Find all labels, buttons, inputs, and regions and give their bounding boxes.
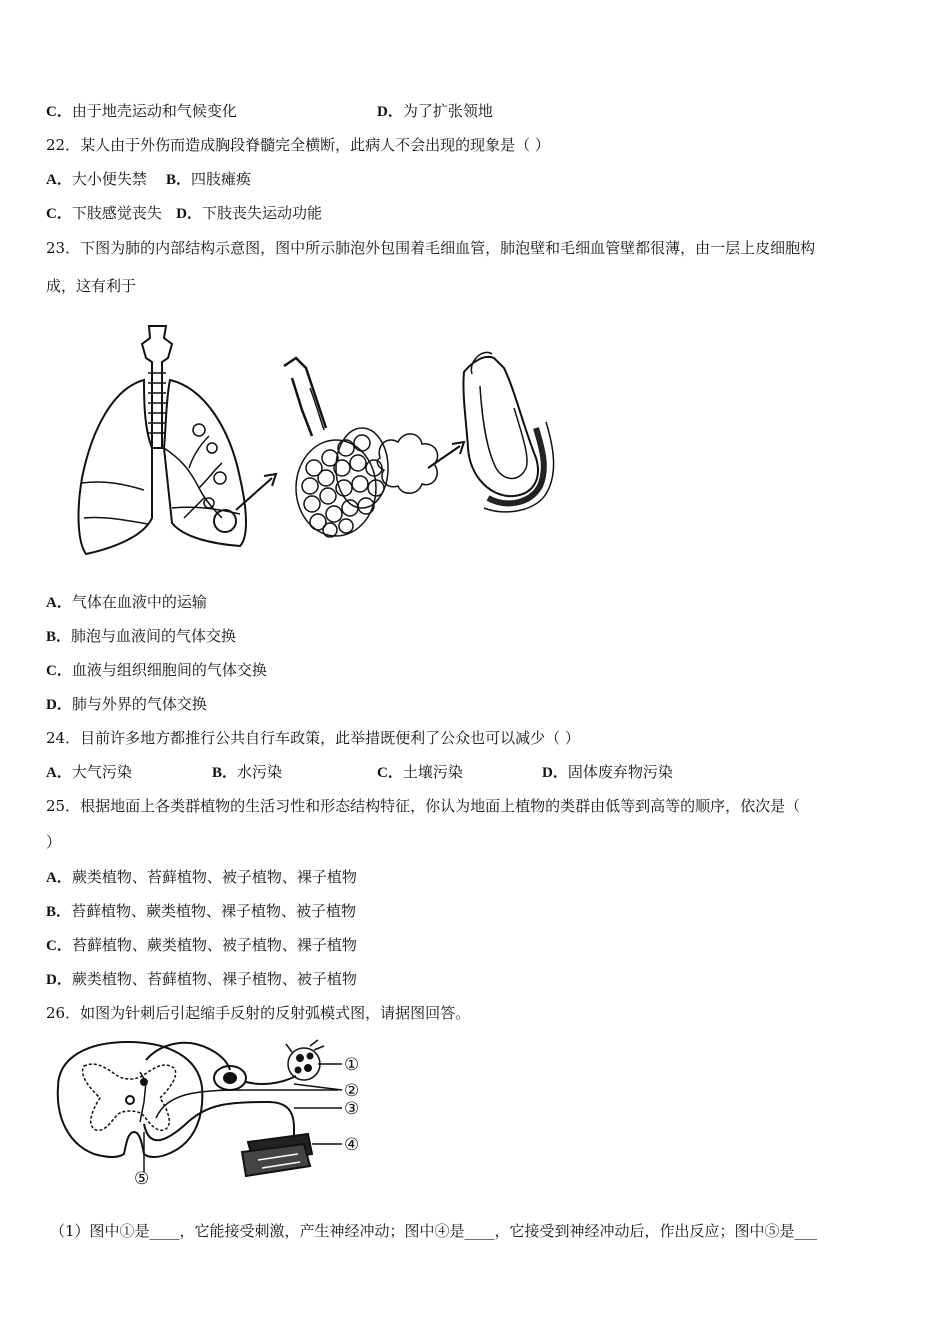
q25-option-d	[46, 969, 357, 990]
gray-matter	[83, 1064, 176, 1130]
q23-option-d-text: 肺与外界的气体交换	[71, 695, 207, 713]
q22-option-a-label: A．	[46, 172, 72, 188]
spinal-cord	[58, 1042, 203, 1157]
q25-option-d-text: 蕨类植物、苔藓植物、裸子植物、被子植物	[71, 970, 357, 988]
q21-option-d-text: 为了扩张领地	[402, 102, 493, 120]
q25-stem-line1: 25．根据地面上各类群植物的生活习性和形态结构特征，你认为地面上植物的类群由低等到高等的顺序，依次是（	[46, 797, 801, 815]
q24-option-b	[212, 762, 282, 783]
q23-option-a-text: 气体在血液中的运输	[71, 593, 207, 611]
central-canal	[126, 1096, 134, 1104]
q23-option-c	[46, 660, 267, 681]
q22-option-b-text: 四肢瘫痪	[190, 170, 251, 188]
q23-option-b	[46, 626, 236, 647]
label-2: ②	[344, 1081, 360, 1101]
right-lung	[164, 380, 246, 546]
alveoli-highlight-circle	[214, 510, 236, 532]
q22-stem: 22．某人由于外伤而造成胸段脊髓完全横断，此病人不会出现的现象是（ ）	[46, 136, 550, 154]
q24-option-a-label: A．	[46, 765, 72, 781]
q21-option-c-label: C．	[46, 104, 72, 120]
q24-option-d-text: 固体废弃物污染	[567, 763, 673, 781]
q24-option-a	[46, 762, 132, 783]
q21-option-d	[377, 101, 493, 122]
q25-option-a	[46, 867, 357, 888]
q23-stem-line2: 成，这有利于	[46, 277, 137, 295]
q23-stem-line1: 23．下图为肺的内部结构示意图，图中所示肺泡外包围着毛细血管，肺泡壁和毛细血管壁都很薄，由一层上皮细胞构	[46, 239, 816, 257]
q25-option-a-label: A．	[46, 870, 72, 886]
q24-option-d-label: D．	[542, 765, 568, 781]
q22-options-cd	[46, 203, 322, 224]
q25-option-b-text: 苔藓植物、蕨类植物、裸子植物、被子植物	[71, 902, 357, 920]
q26-sub1: （1）图中①是____，它能接受刺激，产生神经冲动；图中④是____，它接受到神经冲动后，作出反应；图中⑤是___	[50, 1222, 818, 1240]
q26-stem: 26．如图为针刺后引起缩手反射的反射弧模式图，请据图回答。	[46, 1004, 471, 1022]
q25-option-c	[46, 935, 357, 956]
q23-option-b-text: 肺泡与血液间的气体交换	[71, 627, 237, 645]
label-5: ⑤	[134, 1169, 150, 1189]
alveolar-sac-cluster	[296, 428, 388, 537]
q25-option-a-text: 蕨类植物、苔藓植物、被子植物、裸子植物	[71, 868, 357, 886]
q24-option-c	[377, 762, 463, 783]
q25-option-b	[46, 901, 356, 922]
q23-option-b-label: B．	[46, 629, 72, 645]
q23-option-c-text: 血液与组织细胞间的气体交换	[71, 661, 267, 679]
q22-option-c-text: 下肢感觉丧失	[71, 204, 162, 222]
q23-option-d	[46, 694, 207, 715]
alveolus-wall	[463, 357, 537, 496]
left-lung	[79, 380, 152, 554]
q21-option-c	[46, 101, 237, 122]
efferent-nerve	[144, 1102, 294, 1142]
q24-option-c-text: 土壤污染	[402, 763, 463, 781]
q22-option-d-text: 下肢丧失运动功能	[202, 204, 323, 222]
q25-option-b-label: B．	[46, 904, 72, 920]
label-3: ③	[344, 1099, 360, 1119]
q22-option-d-label: D．	[176, 206, 203, 222]
q23-option-d-label: D．	[46, 697, 72, 713]
q25-option-d-label: D．	[46, 972, 72, 988]
q23-option-a-label: A．	[46, 595, 72, 611]
q25-option-c-label: C．	[46, 938, 72, 954]
q22-option-c-label: C．	[46, 206, 72, 222]
q22-option-a-text: 大小便失禁	[71, 170, 147, 188]
q24-option-c-label: C．	[377, 765, 403, 781]
alveoli-cloud	[377, 434, 437, 493]
q25-option-c-text: 苔藓植物、蕨类植物、被子植物、裸子植物	[71, 936, 357, 954]
q25-stem-line2: ）	[46, 833, 62, 851]
q23-option-a	[46, 592, 207, 613]
q24-option-b-label: B．	[212, 765, 238, 781]
q21-option-d-label: D．	[377, 104, 403, 120]
reflex-arc-figure	[48, 1032, 378, 1192]
q21-option-c-text: 由于地壳运动和气候变化	[71, 102, 237, 120]
lung-structure-figure	[44, 318, 574, 563]
q24-option-a-text: 大气污染	[71, 763, 132, 781]
label-4: ④	[344, 1135, 360, 1155]
q23-option-c-label: C．	[46, 663, 72, 679]
q22-options-ab	[46, 169, 251, 190]
q24-option-d	[542, 762, 673, 783]
effector-muscle	[242, 1134, 312, 1176]
receptor	[286, 1040, 324, 1080]
q24-option-b-text: 水污染	[237, 763, 283, 781]
q22-option-b-label: B．	[165, 172, 191, 188]
q24-stem: 24．目前许多地方都推行公共自行车政策，此举措既便利了公众也可以减少（ ）	[46, 729, 580, 747]
label-1: ①	[344, 1055, 360, 1075]
